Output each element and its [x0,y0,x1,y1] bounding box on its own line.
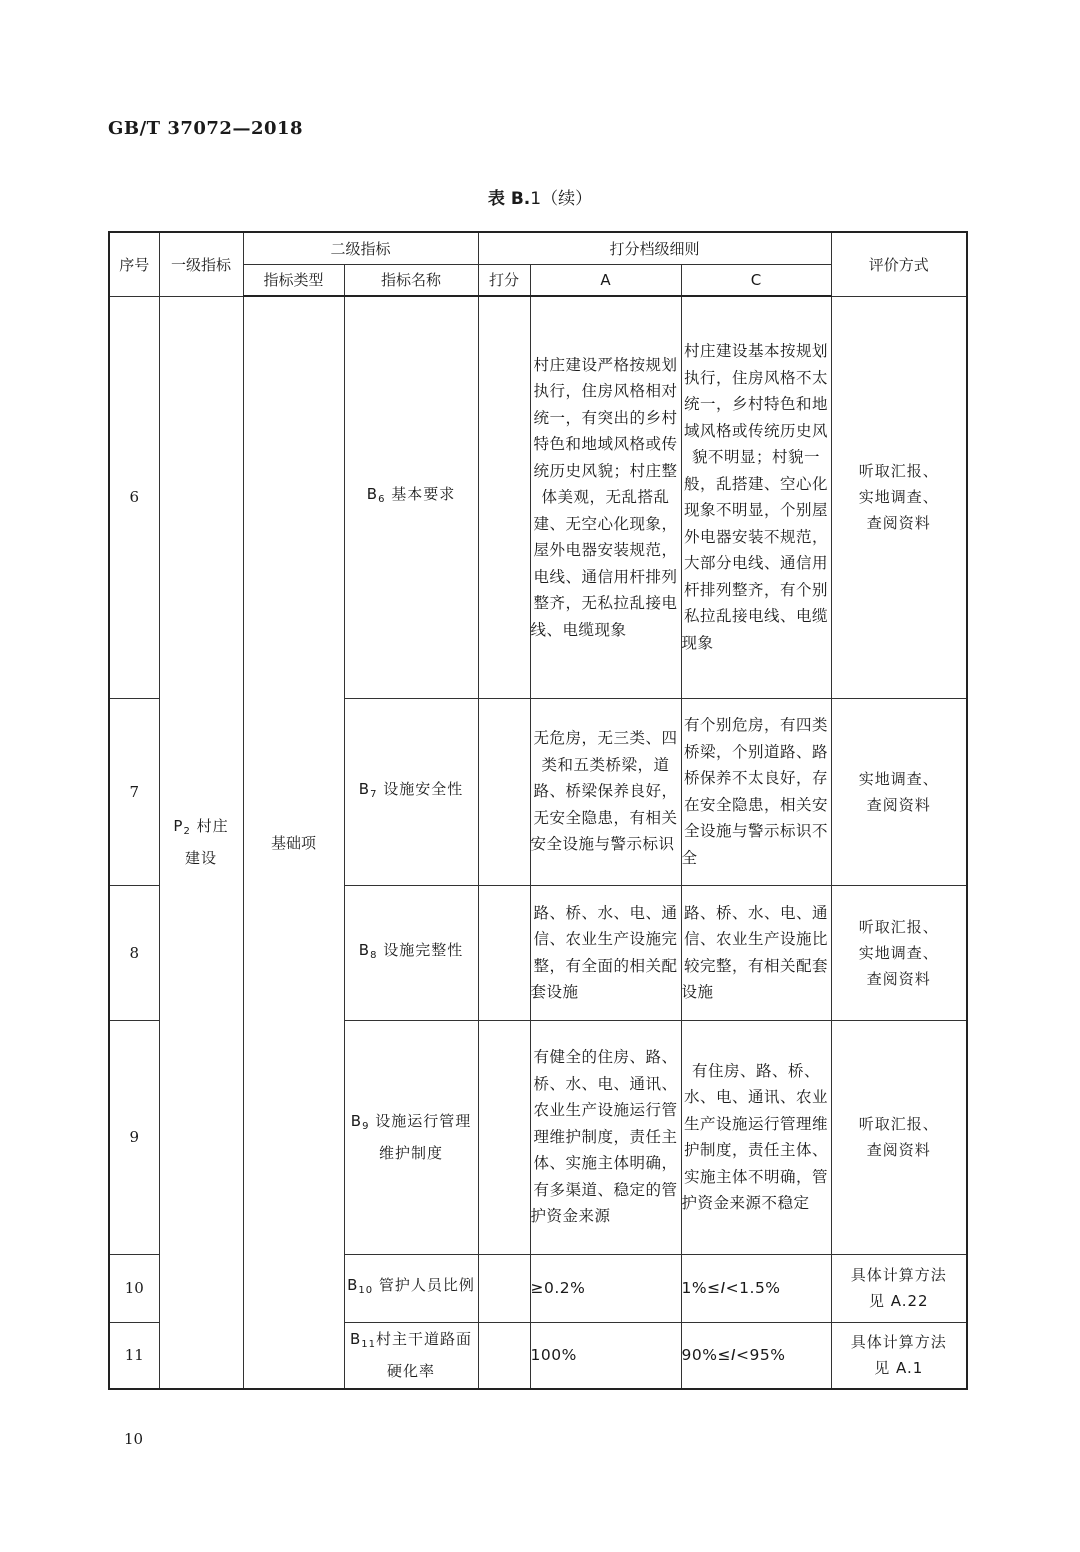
eval-method: 实地调查、 查阅资料 [831,698,967,885]
indicator-name: $B_6$ 基本要求 [344,296,478,698]
grade-c-text: 有个别危房，有四类桥梁，个别道路、路桥保养不太良好，存在安全隐患，相关安全设施与警示标识不全 [681,698,831,885]
row-seq: 10 [109,1254,159,1322]
table-title-bold: 表 B. [487,189,531,209]
eval-method: 听取汇报、 查阅资料 [831,1020,967,1254]
eval-method: 听取汇报、 实地调查、 查阅资料 [831,885,967,1020]
header-scoring: 打分档级细则 [478,232,831,264]
score-cell [478,1322,530,1389]
grade-a-text: 有健全的住房、路、桥、水、电、通讯、农业生产设施运行管理维护制度，责任主体、实施主体明确，有多渠道、稳定的管护资金来源 [530,1020,681,1254]
header-level2-name: 指标名称 [344,264,478,296]
header-score: 打分 [478,264,530,296]
indicator-name: $B_9$ 设施运行管理维护制度 [344,1020,478,1254]
header-grade-c: C [681,264,831,296]
header-grade-a: A [530,264,681,296]
row-seq: 7 [109,698,159,885]
score-cell [478,1020,530,1254]
row-seq: 6 [109,296,159,698]
header-seq: 序号 [109,232,159,296]
grade-a-text: 无危房，无三类、四类和五类桥梁，道路、桥梁保养良好，无安全隐患，有相关安全设施与警示标识 [530,698,681,885]
grade-c-text: 有住房、路、桥、水、电、通讯、农业生产设施运行管理维护制度，责任主体、实施主体不明确，管护资金来源不稳定 [681,1020,831,1254]
indicator-type-cell: 基础项 [243,296,344,1389]
grade-a-text: 路、桥、水、电、通信、农业生产设施完整，有全面的相关配套设施 [530,885,681,1020]
eval-method: 具体计算方法 见 A.22 [831,1254,967,1322]
grade-a-text: 村庄建设严格按规划执行，住房风格相对统一，有突出的乡村特色和地域风格或传统历史风貌；村庄整体美观，无乱搭乱建、无空心化现象，屋外电器安装规范，电线、通信用杆排列整齐，无私拉乱接电线、电缆现象 [530,296,681,698]
grade-a-text: 100% [530,1322,681,1389]
header-level2-type: 指标类型 [243,264,344,296]
row-seq: 11 [109,1322,159,1389]
grade-c-text: 村庄建设基本按规划执行，住房风格不太统一，乡村特色和地域风格或传统历史风貌不明显；村貌一般，乱搭建、空心化现象不明显，个别屋外电器安装不规范，大部分电线、通信用杆排列整齐，有个别私拉乱接电线、电缆现象 [681,296,831,698]
indicator-name: $B_{11}$村主干道路面硬化率 [344,1322,478,1389]
header-level2: 二级指标 [243,232,478,264]
table-row [109,296,967,698]
score-cell [478,1254,530,1322]
grade-c-text: 路、桥、水、电、通信、农业生产设施比较完整，有相关配套设施 [681,885,831,1020]
standard-code: GB/T 37072—2018 [108,118,304,139]
page-number: 10 [124,1430,144,1448]
eval-method: 听取汇报、 实地调查、 查阅资料 [831,296,967,698]
table-title [0,184,1080,209]
indicator-name: $B_8$ 设施完整性 [344,885,478,1020]
grade-c-text: 90%≤I<95% [681,1322,831,1389]
table-title-rest: 1（续） [530,189,593,209]
indicator-name: $B_{10}$ 管护人员比例 [344,1254,478,1322]
eval-method: 具体计算方法 见 A.1 [831,1322,967,1389]
grade-c-text: 1%≤I<1.5% [681,1254,831,1322]
score-cell [478,885,530,1020]
score-cell [478,698,530,885]
row-seq: 8 [109,885,159,1020]
row-seq: 9 [109,1020,159,1254]
score-cell [478,296,530,698]
grade-a-text: ≥0.2% [530,1254,681,1322]
level1-cell: $P_2$ 村庄 建设 [159,296,243,1389]
indicator-name: $B_7$ 设施安全性 [344,698,478,885]
evaluation-table [108,231,968,1390]
header-level1: 一级指标 [159,232,243,296]
header-eval: 评价方式 [831,232,967,296]
